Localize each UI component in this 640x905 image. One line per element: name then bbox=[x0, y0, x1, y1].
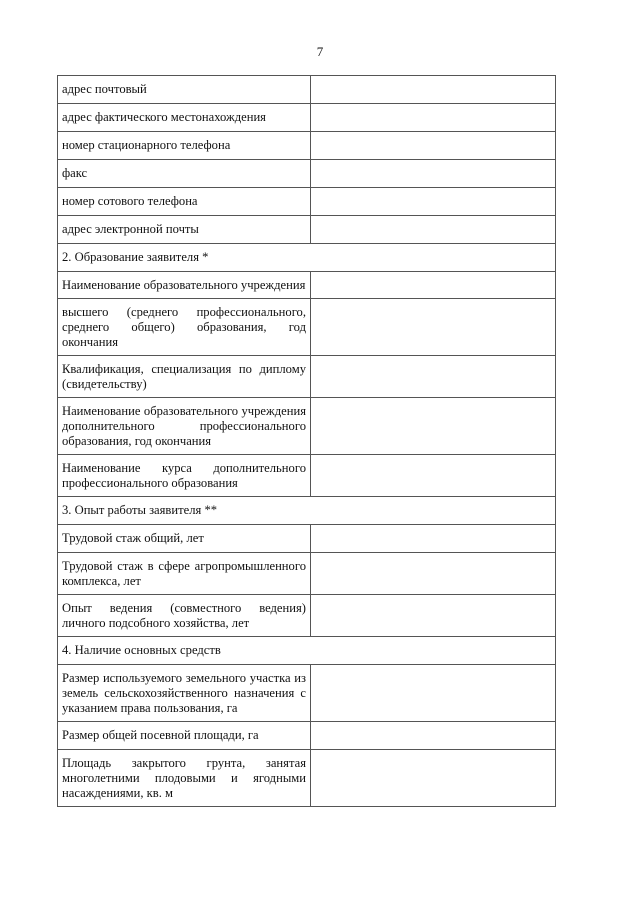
field-label-qualification: Квалификация, специализация по диплому (свидетельству) bbox=[58, 356, 311, 398]
field-value-qualification[interactable] bbox=[311, 356, 556, 398]
field-label-institution: Наименование образовательного учреждения bbox=[58, 272, 311, 299]
field-label-actual-address: адрес фактического местонахождения bbox=[58, 104, 311, 132]
field-label-additional-institution: Наименование образовательного учреждения дополнительного профессионального образования, год окончания bbox=[58, 398, 311, 455]
field-label-sown-area: Размер общей посевной площади, га bbox=[58, 722, 311, 750]
table-row bbox=[58, 356, 556, 398]
field-value-landline-phone[interactable] bbox=[311, 132, 556, 160]
field-value-fax[interactable] bbox=[311, 160, 556, 188]
field-label-education-level: высшего (среднего профессионального, среднего общего) образования, год окончания bbox=[58, 299, 311, 356]
field-label-postal-address: адрес почтовый bbox=[58, 76, 311, 104]
field-label-mobile-phone: номер сотового телефона bbox=[58, 188, 311, 216]
field-value-institution[interactable] bbox=[311, 272, 556, 299]
page-number: 7 bbox=[316, 44, 324, 59]
table-row bbox=[58, 132, 556, 160]
field-label-additional-course: Наименование курса дополнительного профессионального образования bbox=[58, 455, 311, 497]
table-row bbox=[58, 665, 556, 722]
field-value-household-experience[interactable] bbox=[311, 595, 556, 637]
table-row bbox=[58, 750, 556, 807]
table-row bbox=[58, 455, 556, 497]
field-label-total-experience: Трудовой стаж общий, лет bbox=[58, 525, 311, 553]
table-row bbox=[58, 722, 556, 750]
field-value-agro-experience[interactable] bbox=[311, 553, 556, 595]
section-title-education: 2. Образование заявителя * bbox=[58, 244, 556, 272]
field-value-postal-address[interactable] bbox=[311, 76, 556, 104]
table-row bbox=[58, 216, 556, 244]
field-label-landline-phone: номер стационарного телефона bbox=[58, 132, 311, 160]
section-header-row bbox=[58, 497, 556, 525]
table-row bbox=[58, 272, 556, 299]
field-value-sown-area[interactable] bbox=[311, 722, 556, 750]
field-label-agro-experience: Трудовой стаж в сфере агропромышленного комплекса, лет bbox=[58, 553, 311, 595]
field-value-greenhouse-area[interactable] bbox=[311, 750, 556, 807]
table-row bbox=[58, 398, 556, 455]
table-row bbox=[58, 595, 556, 637]
section-title-experience: 3. Опыт работы заявителя ** bbox=[58, 497, 556, 525]
field-value-additional-course[interactable] bbox=[311, 455, 556, 497]
field-value-total-experience[interactable] bbox=[311, 525, 556, 553]
field-value-mobile-phone[interactable] bbox=[311, 188, 556, 216]
field-value-email[interactable] bbox=[311, 216, 556, 244]
table-row bbox=[58, 76, 556, 104]
table-row bbox=[58, 104, 556, 132]
field-label-email: адрес электронной почты bbox=[58, 216, 311, 244]
field-value-additional-institution[interactable] bbox=[311, 398, 556, 455]
field-label-land-plot-size: Размер используемого земельного участка из земель сельскохозяйственного назначения с указанием права пользования, га bbox=[58, 665, 311, 722]
table-row bbox=[58, 299, 556, 356]
table-row bbox=[58, 525, 556, 553]
field-label-household-experience: Опыт ведения (совместного ведения) личного подсобного хозяйства, лет bbox=[58, 595, 311, 637]
field-value-actual-address[interactable] bbox=[311, 104, 556, 132]
section-header-row bbox=[58, 244, 556, 272]
table-row bbox=[58, 553, 556, 595]
field-value-education-level[interactable] bbox=[311, 299, 556, 356]
applicant-form-table bbox=[57, 75, 556, 807]
field-label-greenhouse-area: Площадь закрытого грунта, занятая многолетними плодовыми и ягодными насаждениями, кв. м bbox=[58, 750, 311, 807]
table-row bbox=[58, 160, 556, 188]
section-title-assets: 4. Наличие основных средств bbox=[58, 637, 556, 665]
section-header-row bbox=[58, 637, 556, 665]
field-value-land-plot-size[interactable] bbox=[311, 665, 556, 722]
table-row bbox=[58, 188, 556, 216]
field-label-fax: факс bbox=[58, 160, 311, 188]
